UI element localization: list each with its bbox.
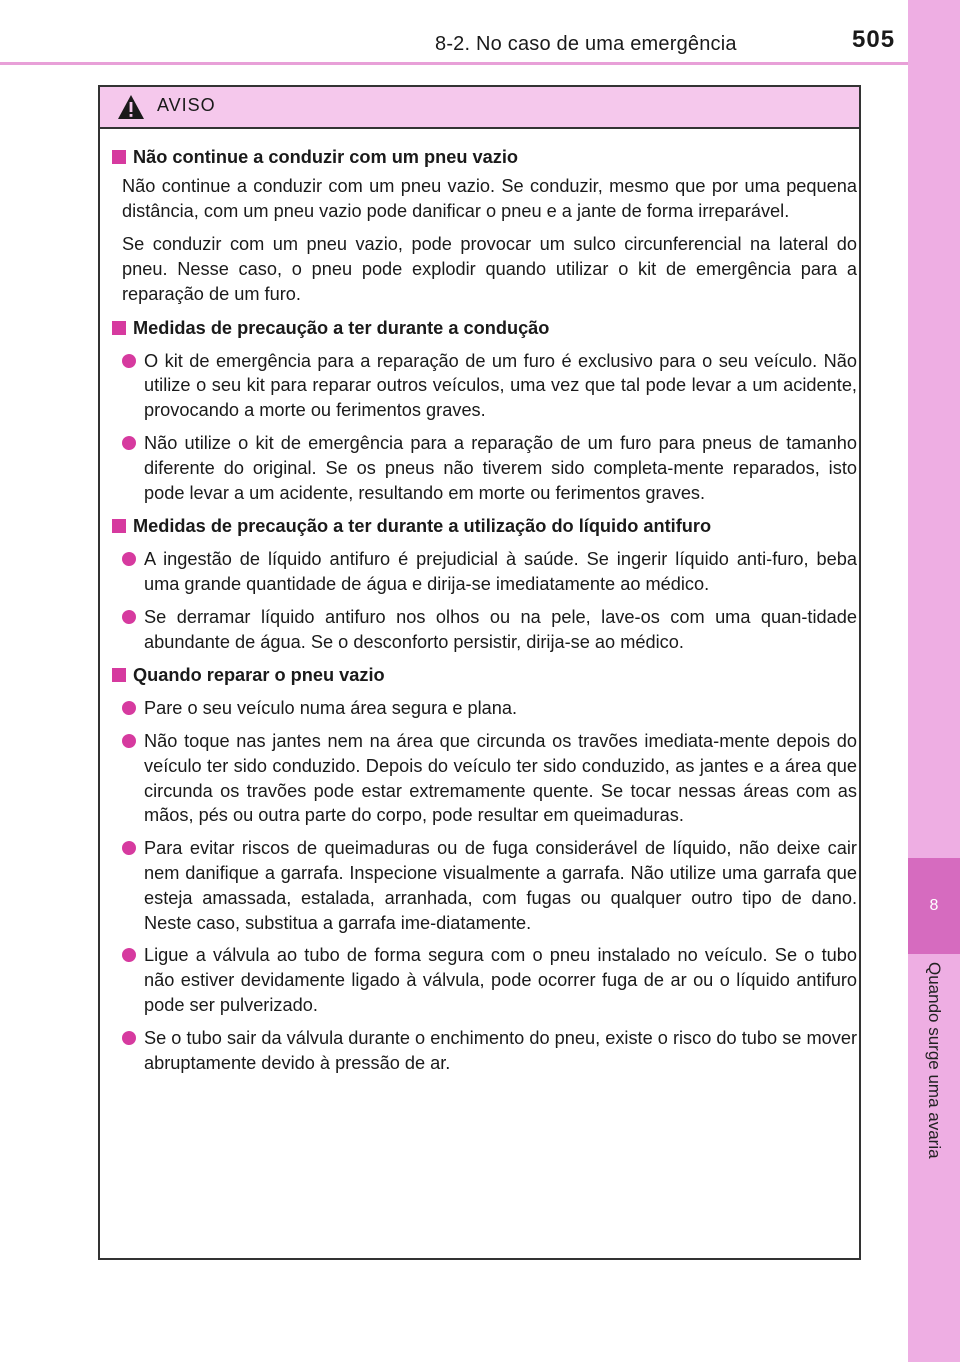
section-heading: Medidas de precaução a ter durante a condução <box>112 316 857 341</box>
header-divider <box>0 62 908 65</box>
chapter-title-text: Quando surge uma avaria <box>925 962 944 1159</box>
warning-header <box>100 87 859 129</box>
list-item: A ingestão de líquido antifuro é prejudicial à saúde. Se ingerir líquido anti-furo, beba uma grande quantidade de água e dirija-se imediatamente ao médico. <box>112 547 857 597</box>
paragraph: Não continue a conduzir com um pneu vazio. Se conduzir, mesmo que por uma pequena distância, com um pneu vazio pode danificar o pneu e a jante de forma irreparável. <box>122 175 857 221</box>
square-bullet-icon <box>112 668 126 682</box>
warning-title: AVISO <box>157 95 216 115</box>
section-heading: Quando reparar o pneu vazio <box>112 663 857 688</box>
circle-bullet-icon <box>122 610 136 624</box>
circle-bullet-icon <box>122 436 136 450</box>
square-bullet-icon <box>112 519 126 533</box>
list-item: Ligue a válvula ao tubo de forma segura com o pneu instalado no veículo. Se o tubo não estiver devidamente ligado à válvula, pode ocorrer fuga de ar ou o líquido antifuro pode ser pulverizado. <box>112 943 857 1017</box>
circle-bullet-icon <box>122 701 136 715</box>
list-item: Se o tubo sair da válvula durante o enchimento do pneu, existe o risco do tubo se mover abruptamente devido à pressão de ar. <box>112 1026 857 1076</box>
list-item: Se derramar líquido antifuro nos olhos ou na pele, lave-os com uma quan-tidade abundante de água. Se o desconforto persistir, dirija-se ao médico. <box>112 605 857 655</box>
circle-bullet-icon <box>122 1031 136 1045</box>
square-bullet-icon <box>112 321 126 335</box>
circle-bullet-icon <box>122 734 136 748</box>
circle-bullet-icon <box>122 841 136 855</box>
list-item: Para evitar riscos de queimaduras ou de fuga considerável de líquido, não deixe cair nem danifique a garrafa. Inspecione visualmente a garrafa. Não utilize uma garrafa que esteja amassada, estalada, arranhada, com fugas ou qualquer outro tipo de dano. Neste caso, substitua a garrafa ime-diatamente. <box>112 836 857 935</box>
paragraph: Se conduzir com um pneu vazio, pode provocar um sulco circunferencial na lateral do pneu. Nesse caso, o pneu pode explodir quando utilizar o kit de emergência para a reparação de um furo. <box>122 234 857 304</box>
warning-triangle-icon <box>117 94 145 120</box>
section-heading: Medidas de precaução a ter durante a utilização do líquido antifuro <box>112 514 857 539</box>
page-number: 505 <box>852 26 896 53</box>
chapter-side-tab <box>908 0 960 1362</box>
chapter-title <box>908 962 960 1222</box>
page-header <box>0 0 960 64</box>
section-title: 8-2. No caso de uma emergência <box>435 33 737 55</box>
list-item: Não toque nas jantes nem na área que circunda os travões imediata-mente depois do veículo ter sido conduzido. Depois do veículo ter sido conduzido, as jantes e a área que circunda os travões pode estar extremamente quente. Se tocar nessas áreas com as mãos, pés ou outra parte do corpo, pode resultar em queimaduras. <box>112 729 857 828</box>
square-bullet-icon <box>112 150 126 164</box>
list-item: Não utilize o kit de emergência para a reparação de um furo para pneus de tamanho diferente do original. Se os pneus não tiverem sido completa-mente reparados, isto pode levar a um acidente, resultando em morte ou ferimentos graves. <box>112 431 857 505</box>
list-item: O kit de emergência para a reparação de um furo é exclusivo para o seu veículo. Não utilize o seu kit para reparar outros veículos, uma vez que tal pode levar a um acidente, provocando a morte ou ferimentos graves. <box>112 349 857 423</box>
section-heading: Não continue a conduzir com um pneu vazio <box>112 145 857 170</box>
warning-box <box>98 85 861 1260</box>
circle-bullet-icon <box>122 552 136 566</box>
list-item: Pare o seu veículo numa área segura e plana. <box>112 696 857 721</box>
warning-content <box>112 145 857 1075</box>
circle-bullet-icon <box>122 948 136 962</box>
circle-bullet-icon <box>122 354 136 368</box>
chapter-number: 8 <box>908 858 960 954</box>
